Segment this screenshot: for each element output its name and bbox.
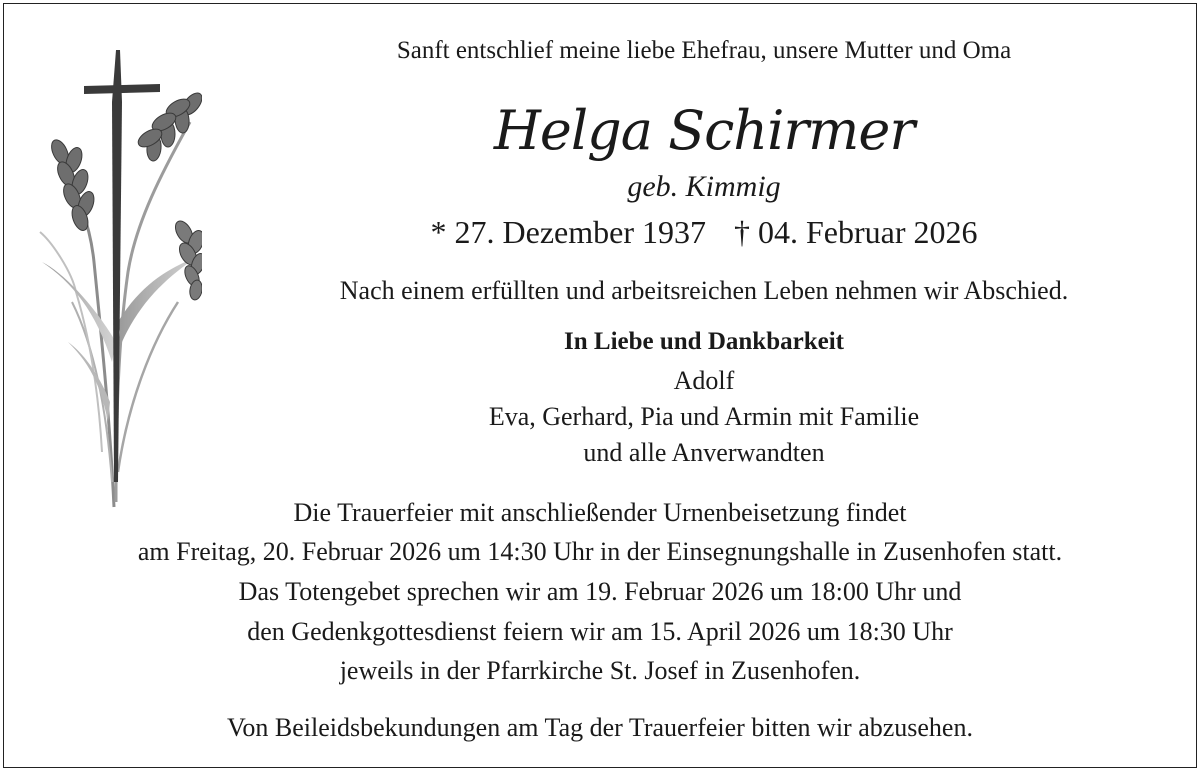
family-line: Eva, Gerhard, Pia und Armin mit Familie (488, 402, 920, 431)
service-line: den Gedenkgottesdienst feiern wir am 15. April 2026 um 18:30 Uhr (247, 617, 953, 646)
family-line: Adolf (673, 366, 735, 395)
life-dates (249, 214, 1159, 251)
cross-with-wheat-icon (32, 42, 202, 512)
farewell-text: Nach einem erfüllten und arbeitsreichen Leben nehmen wir Abschied. (339, 276, 1069, 305)
service-line: am Freitag, 20. Februar 2026 um 14:30 Uhr in der Einsegnungshalle in Zusenhofen statt. (137, 537, 1063, 566)
service-line: jeweils in der Pfarrkirche St. Josef in Zusenhofen. (339, 656, 861, 685)
signoff-heading: In Liebe und Dankbarkeit (564, 328, 844, 355)
closing-text: Von Beileidsbekundungen am Tag der Trauerfeier bitten wir abzusehen. (227, 713, 973, 742)
family-line: und alle Anverwandten (583, 438, 825, 467)
intro-text: Sanft entschlief meine liebe Ehefrau, unsere Mutter und Oma (396, 37, 1012, 64)
birth-date: * 27. Dezember 1937 (430, 214, 706, 250)
death-date: † 04. Februar 2026 (733, 214, 978, 250)
obituary-notice (3, 3, 1197, 768)
deceased-name: Helga Schirmer (493, 99, 915, 162)
service-line: Die Trauerfeier mit anschließender Urnenbeisetzung findet (293, 498, 907, 527)
service-line: Das Totengebet sprechen wir am 19. Februar 2026 um 18:00 Uhr und (238, 577, 962, 606)
birth-name: geb. Kimmig (627, 170, 781, 203)
